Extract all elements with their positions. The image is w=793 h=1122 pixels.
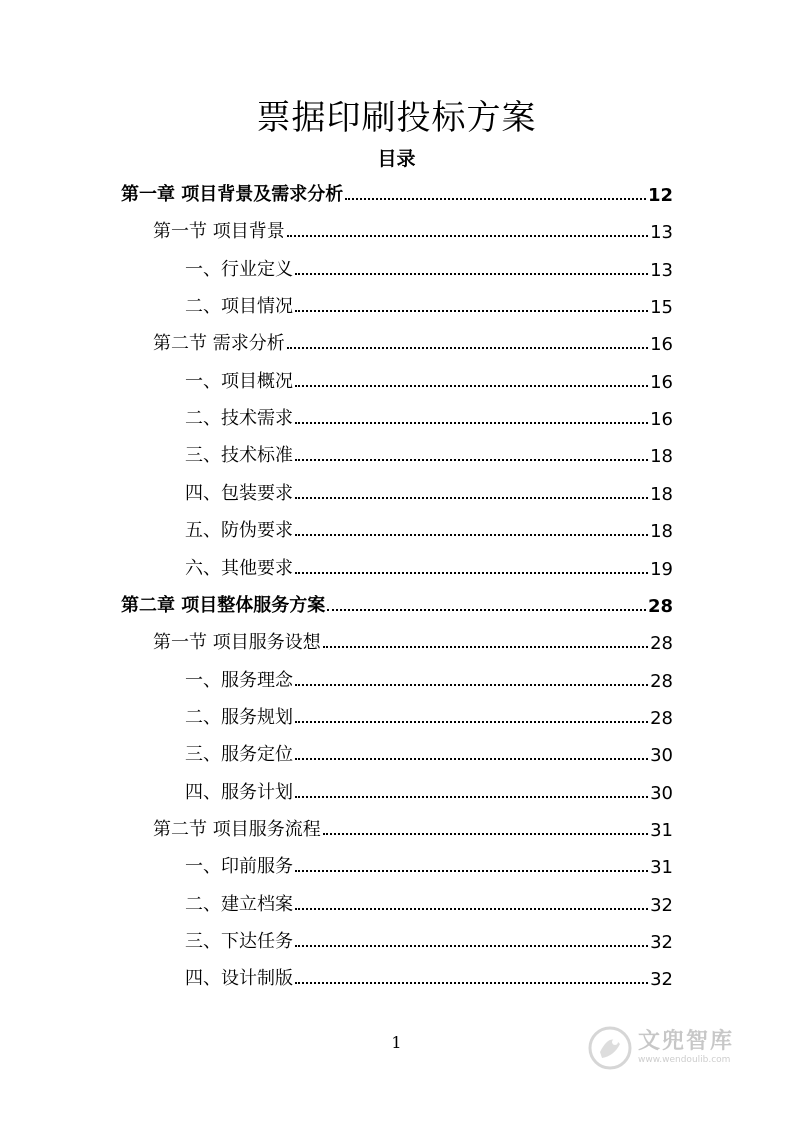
toc-entry-label: 第二章 项目整体服务方案 bbox=[121, 594, 326, 616]
toc-dot-leader bbox=[295, 533, 648, 536]
toc-entry-label: 二、项目情况 bbox=[185, 296, 293, 318]
toc-entry[interactable] bbox=[185, 886, 673, 916]
toc-entry-page: 18 bbox=[650, 521, 673, 543]
toc-entry-page: 28 bbox=[650, 633, 673, 655]
toc-dot-leader bbox=[327, 608, 646, 611]
watermark bbox=[588, 1020, 758, 1076]
toc-dot-leader bbox=[295, 944, 648, 947]
toc-entry[interactable] bbox=[121, 176, 673, 206]
toc-entry-page: 18 bbox=[650, 446, 673, 468]
toc-entry-label: 四、服务计划 bbox=[185, 781, 293, 803]
toc-dot-leader bbox=[295, 683, 648, 686]
toc-dot-leader bbox=[295, 384, 648, 387]
toc-entry-label: 第二节 项目服务流程 bbox=[153, 818, 321, 840]
toc-entry-page: 32 bbox=[650, 969, 673, 991]
toc-entry-label: 四、包装要求 bbox=[185, 482, 293, 504]
toc-entry-label: 第一章 项目背景及需求分析 bbox=[121, 184, 344, 205]
toc-dot-leader bbox=[295, 907, 648, 910]
toc-dot-leader bbox=[287, 346, 648, 349]
toc-entry-label: 四、设计制版 bbox=[185, 968, 293, 990]
toc-entry-page: 28 bbox=[650, 670, 673, 692]
toc-entry[interactable] bbox=[185, 550, 673, 580]
toc-entry-label: 一、印前服务 bbox=[185, 856, 293, 878]
toc-dot-leader bbox=[295, 795, 648, 798]
toc-entry-page: 19 bbox=[650, 558, 673, 580]
toc-entry-label: 一、行业定义 bbox=[185, 258, 293, 280]
toc-dot-leader bbox=[295, 869, 648, 872]
toc-entry-page: 31 bbox=[650, 819, 673, 841]
toc-entry-page: 28 bbox=[650, 707, 673, 729]
toc-entry-label: 第一节 项目服务设想 bbox=[153, 632, 321, 654]
toc-entry[interactable] bbox=[185, 288, 673, 318]
toc-entry[interactable] bbox=[121, 587, 673, 617]
toc-entry[interactable] bbox=[185, 475, 673, 505]
toc-entry[interactable] bbox=[153, 325, 673, 355]
toc-entry-label: 三、服务定位 bbox=[185, 744, 293, 766]
toc-entry-page: 16 bbox=[650, 371, 673, 393]
toc-entry-page: 16 bbox=[650, 409, 673, 431]
toc-entry-page: 30 bbox=[650, 782, 673, 804]
toc-entry-page: 28 bbox=[647, 595, 673, 617]
toc-dot-leader bbox=[323, 832, 648, 835]
toc-dot-leader bbox=[295, 720, 648, 723]
watermark-url: www.wendoulib.com bbox=[638, 1055, 731, 1065]
toc-entry[interactable] bbox=[153, 624, 673, 654]
toc-dot-leader bbox=[287, 234, 648, 237]
toc-entry-label: 一、服务理念 bbox=[185, 669, 293, 691]
toc-entry-label: 三、技术标准 bbox=[185, 445, 293, 467]
toc-entry[interactable] bbox=[185, 437, 673, 467]
toc-entry-label: 六、其他要求 bbox=[185, 557, 293, 579]
toc-dot-leader bbox=[295, 571, 648, 574]
toc-dot-leader bbox=[323, 645, 648, 648]
toc-entry-page: 13 bbox=[650, 259, 673, 281]
toc-entry-label: 二、服务规划 bbox=[185, 706, 293, 728]
toc-entry-page: 13 bbox=[650, 222, 673, 244]
toc-entry[interactable] bbox=[185, 363, 673, 393]
toc-dot-leader bbox=[295, 309, 648, 312]
toc-entry[interactable] bbox=[185, 923, 673, 953]
toc-heading: 目录 bbox=[377, 148, 416, 170]
toc-dot-leader bbox=[295, 272, 648, 275]
toc-entry-label: 第二节 需求分析 bbox=[153, 333, 285, 355]
toc-entry-label: 一、项目概况 bbox=[185, 370, 293, 392]
toc-entry-page: 12 bbox=[647, 185, 673, 206]
toc-entry-label: 三、下达任务 bbox=[185, 931, 293, 952]
toc-entry-page: 32 bbox=[650, 932, 673, 953]
toc-entry[interactable] bbox=[185, 662, 673, 692]
toc-dot-leader bbox=[295, 421, 648, 424]
toc-entry[interactable] bbox=[185, 774, 673, 804]
watermark-name: 文兜智库 bbox=[638, 1029, 735, 1054]
toc-entry-page: 31 bbox=[650, 857, 673, 879]
toc-entry-page: 30 bbox=[650, 745, 673, 767]
toc-entry[interactable] bbox=[185, 848, 673, 878]
toc-entry[interactable] bbox=[185, 400, 673, 430]
toc-entry[interactable] bbox=[185, 251, 673, 281]
wendou-logo-icon bbox=[588, 1026, 632, 1070]
toc-entry[interactable] bbox=[185, 960, 673, 990]
toc-dot-leader bbox=[295, 981, 648, 984]
document-title: 票据印刷投标方案 bbox=[256, 98, 537, 138]
toc-entry-page: 15 bbox=[650, 297, 673, 319]
toc-entry-label: 二、技术需求 bbox=[185, 408, 293, 430]
page-number: 1 bbox=[391, 1033, 402, 1052]
toc-entry[interactable] bbox=[185, 699, 673, 729]
toc-dot-leader bbox=[295, 496, 648, 499]
toc-entry-page: 16 bbox=[650, 334, 673, 356]
toc-entry-label: 五、防伪要求 bbox=[185, 520, 293, 542]
toc-entry[interactable] bbox=[153, 213, 673, 243]
toc-entry[interactable] bbox=[185, 736, 673, 766]
toc-entry-label: 二、建立档案 bbox=[185, 893, 293, 915]
toc-entry-page: 18 bbox=[650, 483, 673, 505]
toc-entry[interactable] bbox=[153, 811, 673, 841]
toc-entry-label: 第一节 项目背景 bbox=[153, 221, 285, 243]
toc-dot-leader bbox=[295, 458, 648, 461]
toc-dot-leader bbox=[295, 757, 648, 760]
toc-entry[interactable] bbox=[185, 512, 673, 542]
toc-entry-page: 32 bbox=[650, 894, 673, 916]
toc-dot-leader bbox=[345, 197, 646, 200]
